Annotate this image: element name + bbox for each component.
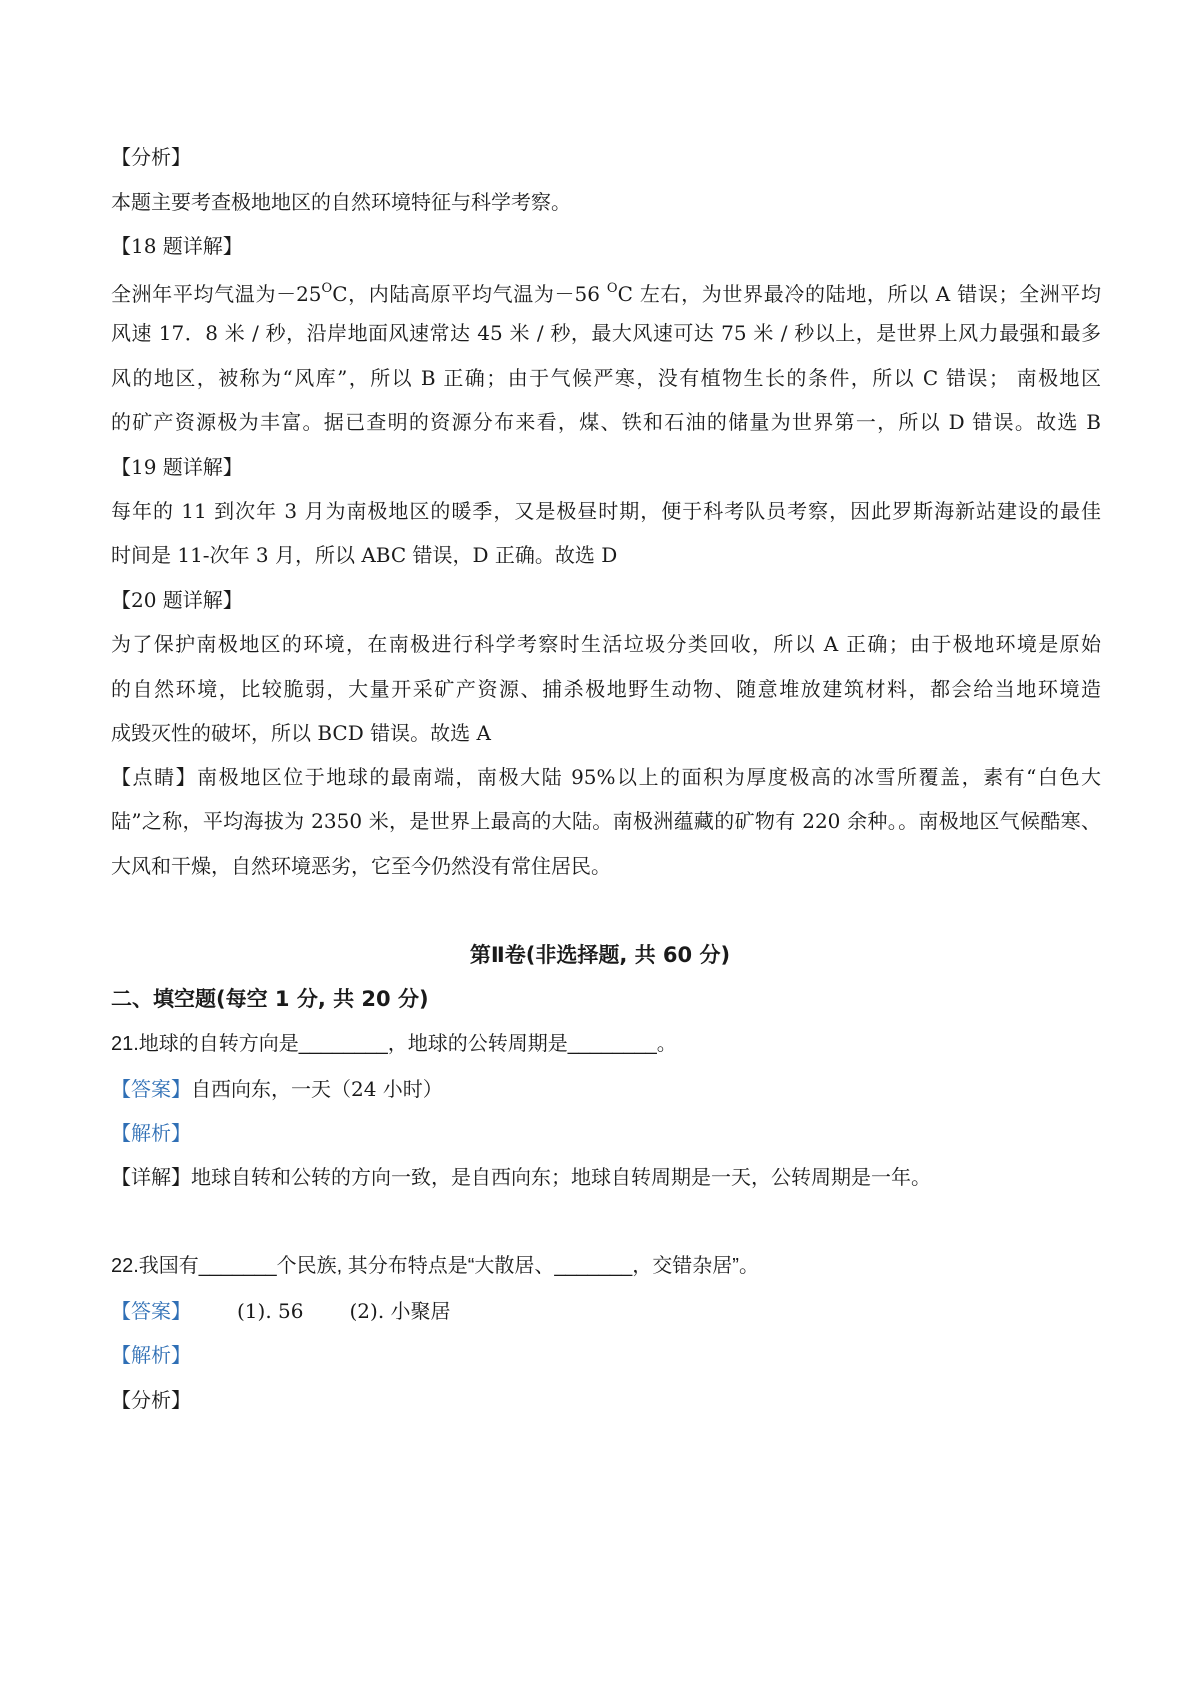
q21-question: 21.地球的自转方向是________，地球的公转周期是________。	[111, 1033, 677, 1055]
q18-line-1-c: C 左右，为世界最冷的陆地，所以 A 错误；全洲平均	[617, 282, 1101, 306]
q20-line-2: 的自然环境，比较脆弱，大量开采矿产资源、捕杀极地野生动物、随意堆放建筑材料，都会给当地环境造	[111, 677, 1101, 701]
q21-detail-row	[111, 1163, 931, 1191]
q21-answer-row	[111, 1075, 443, 1103]
dianjing-line-2: 陆”之称，平均海拔为 2350 米，是世界上最高的大陆。南极洲蕴藏的矿物有 220 余种。。南极地区气候酷寒、	[111, 809, 1101, 833]
q22-jiexi-label: 【解析】	[111, 1343, 191, 1367]
q21-detail: 地球自转和公转的方向一致，是自西向东；地球自转周期是一天，公转周期是一年。	[191, 1165, 931, 1189]
q21-answer-label: 【答案】	[111, 1077, 191, 1101]
q21-jiexi-label: 【解析】	[111, 1121, 191, 1145]
q18-line-3: 风的地区，被称为“风库”，所以 B 正确；由于气候严寒，没有植物生长的条件，所以 C 错误； 南极地区	[111, 366, 1101, 390]
q18-label: 【18 题详解】	[111, 234, 243, 258]
q22-question: 22.我国有_______个民族, 其分布特点是“大散居、_______，交错杂居”。	[111, 1255, 759, 1277]
q18-line-2: 风速 17．8 米 / 秒，沿岸地面风速常达 45 米 / 秒，最大风速可达 75 米 / 秒以上，是世界上风力最强和最多	[111, 321, 1101, 345]
q19-line-2: 时间是 11-次年 3 月，所以 ABC 错误，D 正确。故选 D	[111, 543, 618, 567]
q21-answer: 自西向东，一天（24 小时）	[191, 1077, 443, 1101]
degree-sup-2: O	[606, 281, 618, 296]
q22-answer-label: 【答案】	[111, 1299, 191, 1323]
q20-line-1: 为了保护南极地区的环境，在南极进行科学考察时生活垃圾分类回收，所以 A 正确；由于极地环境是原始	[111, 632, 1101, 656]
q19-line-1: 每年的 11 到次年 3 月为南极地区的暖季，又是极昼时期，便于科考队员考察，因此罗斯海新站建设的最佳	[111, 499, 1101, 523]
q22-analysis-label: 【分析】	[111, 1388, 191, 1412]
dianjing-line-1: 【点睛】南极地区位于地球的最南端，南极大陆 95%以上的面积为厚度极高的冰雪所覆盖，素有“白色大	[111, 765, 1101, 789]
q18-line-4: 的矿产资源极为丰富。据已查明的资源分布来看，煤、铁和石油的储量为世界第一，所以 D 错误。故选 B	[111, 410, 1101, 434]
degree-sup-1: O	[321, 281, 333, 296]
section-title: 第Ⅱ卷(非选择题, 共 60 分)	[469, 943, 731, 967]
q22-answer-row	[111, 1297, 451, 1325]
analysis-text: 本题主要考查极地地区的自然环境特征与科学考察。	[111, 190, 571, 214]
q18-line-1	[111, 275, 1101, 308]
q20-label: 【20 题详解】	[111, 588, 243, 612]
q21-detail-label: 【详解】	[111, 1165, 191, 1189]
q19-label: 【19 题详解】	[111, 455, 243, 479]
part2-title: 二、填空题(每空 1 分, 共 20 分)	[111, 987, 429, 1011]
q20-line-3: 成毁灭性的破坏，所以 BCD 错误。故选 A	[111, 721, 491, 745]
analysis-label: 【分析】	[111, 145, 191, 169]
q18-line-1-b: C，内陆高原平均气温为－56	[332, 282, 607, 306]
q22-answer-2: (2). 小聚居	[349, 1299, 451, 1323]
q22-answer-1: (1). 56	[237, 1299, 304, 1323]
q18-line-1-a: 全洲年平均气温为－25	[111, 282, 322, 306]
dianjing-line-3: 大风和干燥，自然环境恶劣，它至今仍然没有常住居民。	[111, 854, 611, 878]
